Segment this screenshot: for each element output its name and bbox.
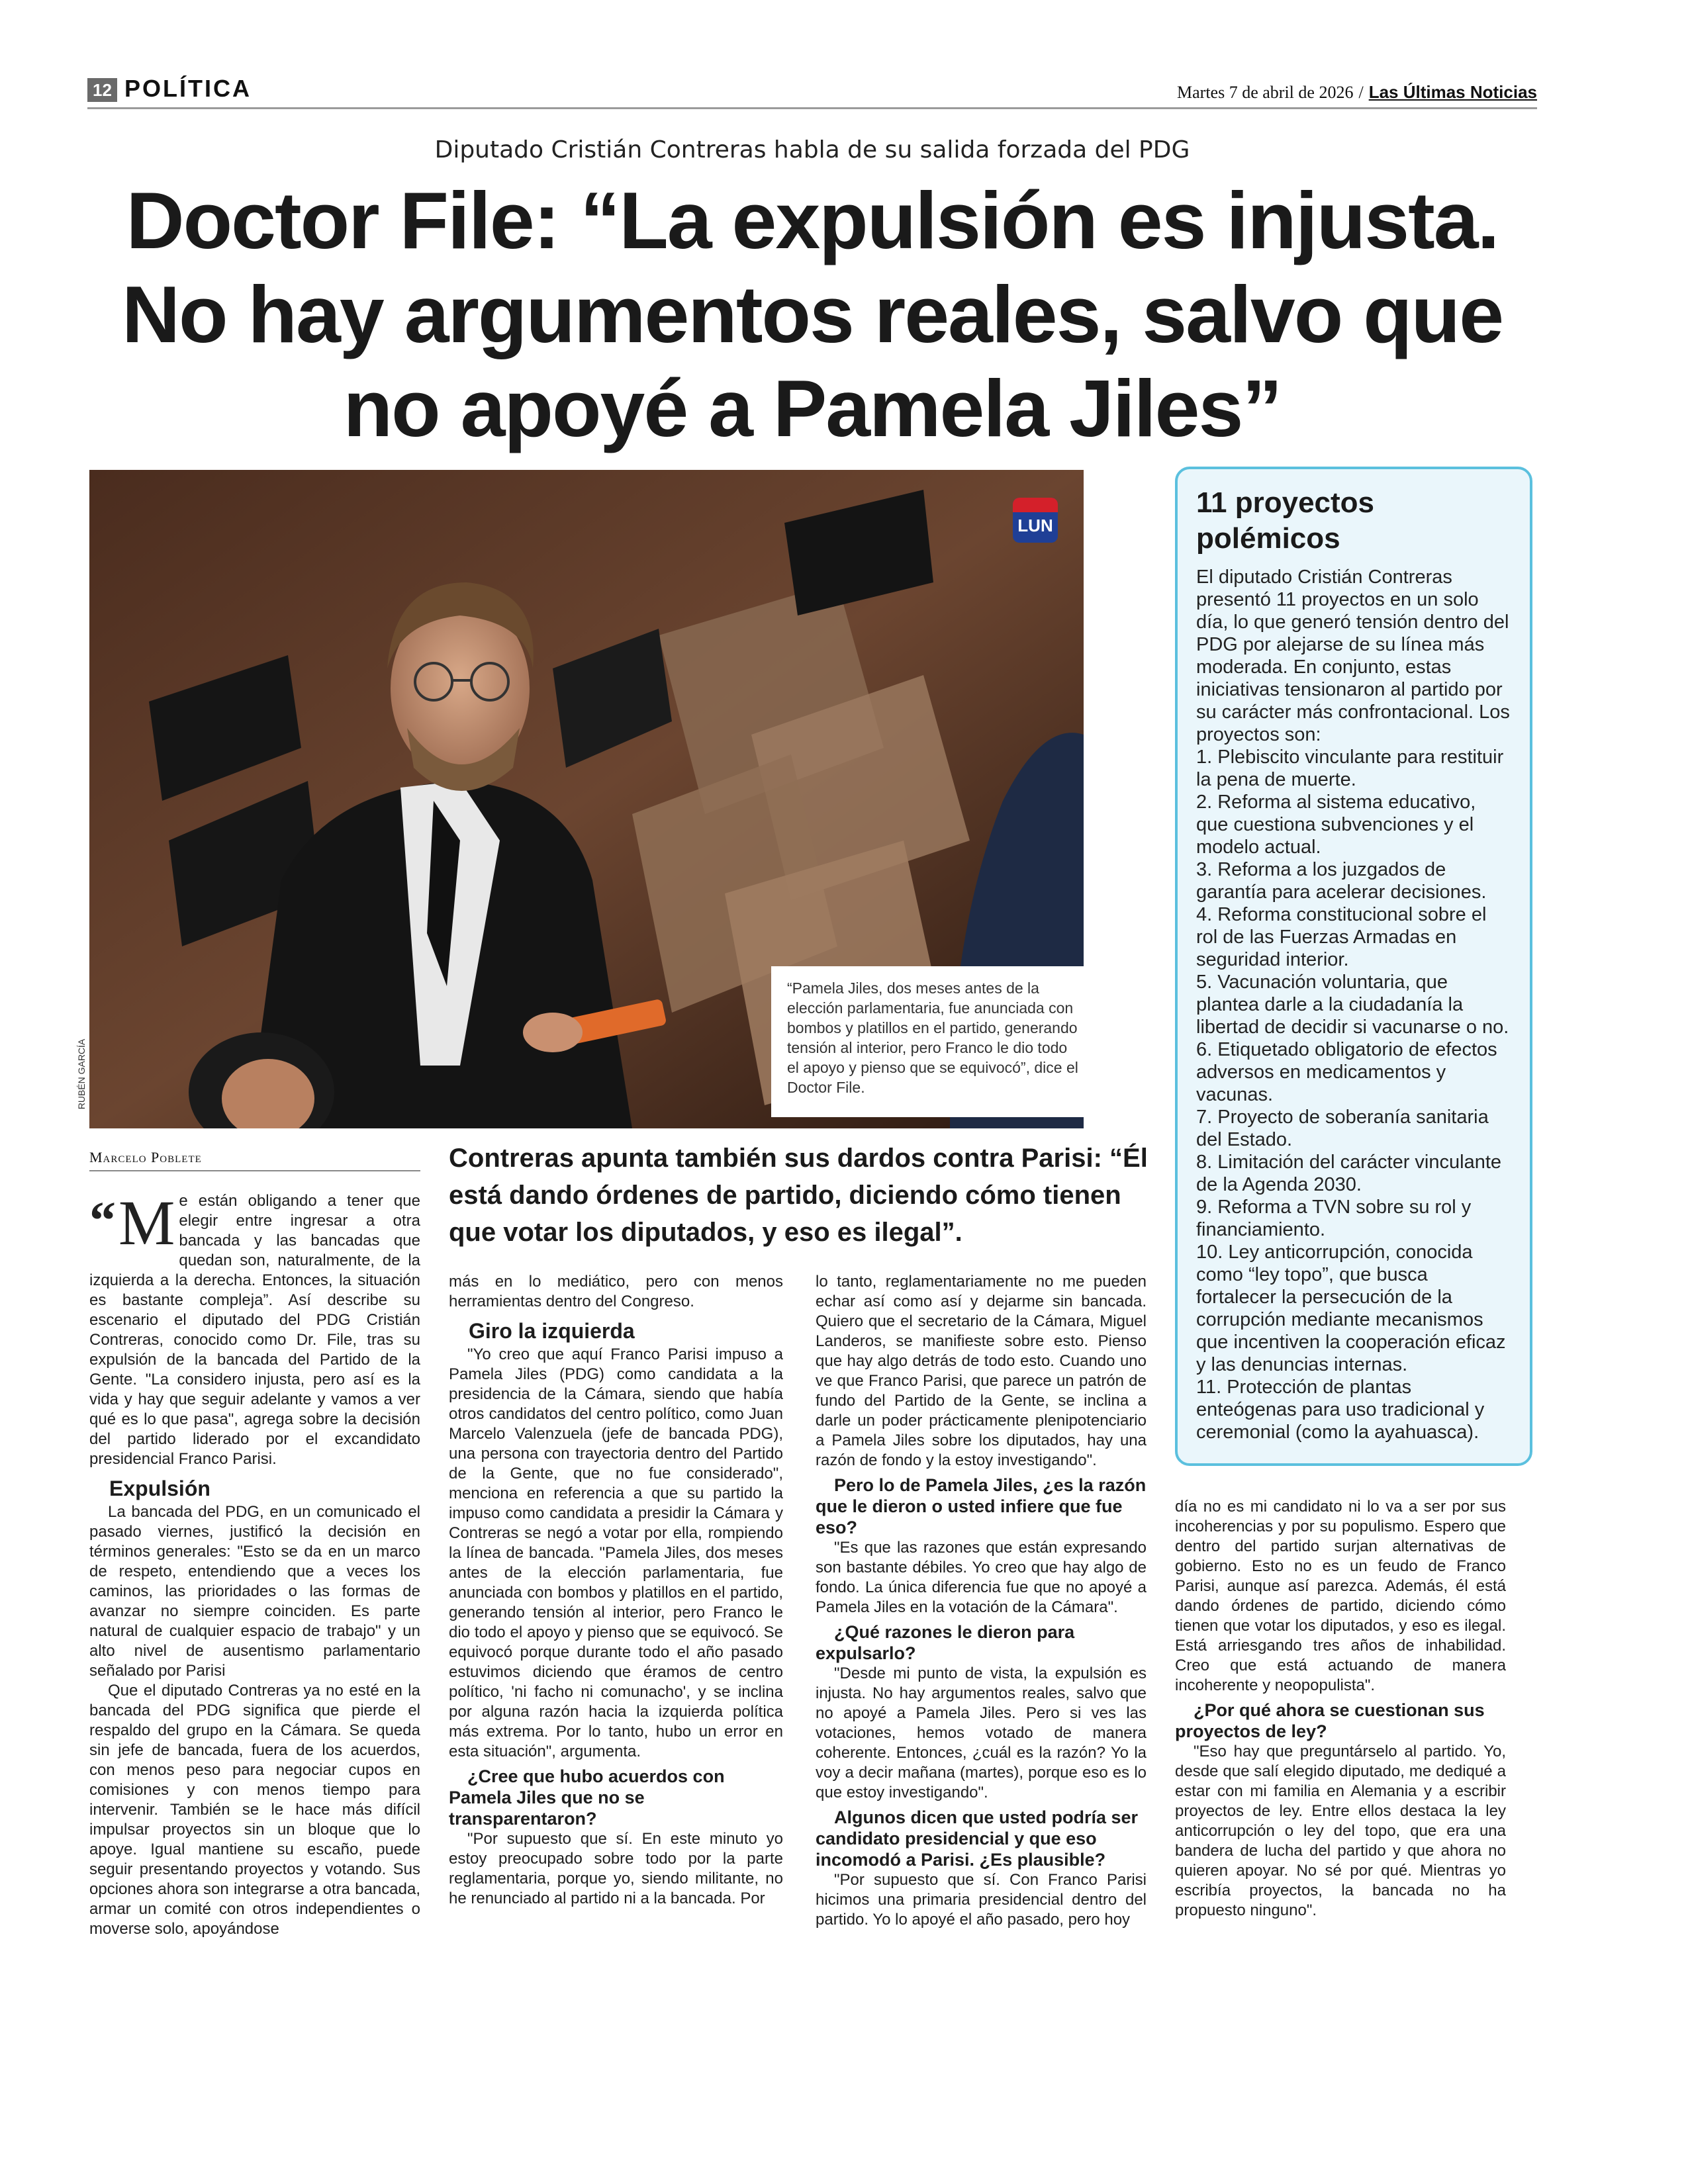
lun-logo-text: LUN <box>1017 516 1053 535</box>
newspaper-name: Las Últimas Noticias <box>1368 82 1537 102</box>
sidebar-list-item: 1. Plebiscito vinculante para restituir la pena de muerte. <box>1196 747 1504 790</box>
paragraph: La bancada del PDG, en un comunicado el pasado viernes, justificó la decisión en términos generales: "Esto se da en un marco de respeto, entendiendo que a veces los caminos, las prioridades o las formas de avanzar no siempre coinciden. Es parte natural de cualquier espacio de trabajo" y un alto nivel de ausentismo parlamentario señalado por Parisi <box>89 1503 420 1680</box>
sidebar-list-item: 4. Reforma constitucional sobre el rol de las Fuerzas Armadas en seguridad interior. <box>1196 904 1487 970</box>
article-column-4 <box>1175 1497 1506 1921</box>
article-column-2 <box>449 1272 783 1909</box>
paragraph: Que el diputado Contreras ya no esté en la bancada del PDG significa que pierde el respaldo del grupo en la Cámara. Se queda sin jefe de bancada, fuera de los acuerdos, con menos peso para negociar cupos en comisiones y con menos tiempo para intervenir. También se le hace más difícil impulsar proyectos sin un bloque que lo apoye. Igual mantiene su escaño, puede seguir presentando proyectos y votando. Sus opciones ahora son integrarse a otra bancada, armar un comité con otros independientes o moverse solo, apoyándose <box>89 1682 420 1938</box>
headline-line-1: Doctor File: “La expulsión es injusta. <box>126 175 1499 265</box>
sidebar-box <box>1175 467 1532 1466</box>
sidebar-intro: El diputado Cristián Contreras presentó 11 proyectos en un solo día, lo que generó tensión dentro del PDG por alejarse de su línea más moderada. En conjunto, estas iniciativas tensionaron al partido por su carácter más confrontacional. Los proyectos son: <box>1196 567 1510 745</box>
answer: "Desde mi punto de vista, la expulsión es injusta. No hay argumentos reales, salvo que no apoyé a Pamela Jiles. Pero si ves las votaciones, hemos votado de manera coherente. Entonces, ¿cuál es la razón? Yo la voy a decir mañana (martes), porque eso es lo que estoy investigando". <box>816 1664 1147 1801</box>
headline-line-2: No hay argumentos reales, salvo que <box>121 269 1503 359</box>
question: ¿Qué razones le dieron para expulsarlo? <box>816 1622 1075 1663</box>
question: ¿Por qué ahora se cuestionan sus proyectos de ley? <box>1175 1700 1485 1741</box>
question: ¿Cree que hubo acuerdos con Pamela Jiles que no se transparentaron? <box>449 1766 725 1829</box>
sidebar-list-item: 2. Reforma al sistema educativo, que cuestiona subvenciones y el modelo actual. <box>1196 792 1476 858</box>
question: Pero lo de Pamela Jiles, ¿es la razón que le dieron o usted infiere que fue eso? <box>816 1475 1147 1537</box>
kicker: Diputado Cristián Contreras habla de su salida forzada del PDG <box>434 136 1190 163</box>
paragraph: "Yo creo que aquí Franco Parisi impuso a Pamela Jiles (PDG) como candidata a la presidencia de la Cámara, siendo que había otros candidatos del centro político, como Juan Marcelo Valenzuela (jefe de bancada PDG), una persona con trayectoria dentro del Partido de la Gente, que no fue considerado", menciona en referencia a que su partido la impuso como candidata a presidir la Cámara y Contreras se negó a votar por ella, rompiendo la línea de bancada. "Pamela Jiles, dos meses antes de la elección parlamentaria, fue anunciada con bombos y platillos en el partido, generando tensión al interior, pero Franco le dio todo el apoyo y pienso que se equivocó. Se equivocó porque durante todo el año pasado estuvimos diciendo que éramos de centro político, 'ni facho ni comunacho', y se inclina por alguna razón hacia la izquierda política más extrema. Por lo tanto, hubo un error en esta situación", argumenta. <box>449 1345 783 1760</box>
dropcap: M <box>118 1187 175 1258</box>
dateline <box>1177 82 1537 103</box>
date-separator: / <box>1358 83 1364 102</box>
date: Martes 7 de abril de 2026 <box>1177 83 1354 102</box>
open-quote-mark: “ <box>89 1192 116 1250</box>
answer: "Eso hay que preguntárselo al partido. Yo, desde que salí elegido diputado, me dediqué a estar con mi familia en Alemania y a escribir proyectos de ley. Entre ellos destaca la ley anticorrupción o ley del topo, que era una bandera de lucha del partido y que ahora no quieren apoyar. No sé por qué. Mientras yo escribía proyectos, la bancada no ha propuesto ninguno". <box>1175 1743 1506 1919</box>
photo-credit-text: RUBÉN GARCÍA <box>76 1038 87 1110</box>
page-header <box>87 74 1537 109</box>
article-column-1 <box>89 1187 420 1939</box>
answer: "Por supuesto que sí. Con Franco Parisi hicimos una primaria presidencial dentro del partido. Yo lo apoyé el año pasado, pero hoy <box>816 1871 1147 1929</box>
lun-logo-band <box>1013 498 1058 512</box>
article-column-3 <box>816 1272 1147 1930</box>
subhead-expulsion: Expulsión <box>109 1477 211 1500</box>
subhead-giro: Giro la izquierda <box>469 1319 635 1343</box>
lead-text: e están obligando a tener que elegir entre ingresar a otra bancada y las bancadas que quedan son, naturalmente, de la izquierda a la derecha. Entonces, la situación es bastante compleja”. Así describe su escenario el diputado del PDG Cristián Contreras, conocido como Dr. File, tras su expulsión de la bancada del Partido de la Gente. "La considero injusta, pero así es la vida y hay que seguir adelante y vamos a ver qué es lo que pasa", agrega sobre la decisión del partido liderado por el excandidato presidencial Franco Parisi. <box>89 1192 420 1468</box>
answer: "Es que las razones que están expresando son bastante débiles. Yo creo que hay algo de fondo. La única diferencia fue que no apoyé a Pamela Jiles en la votación de la Cámara". <box>816 1539 1147 1616</box>
headline <box>87 173 1537 455</box>
byline: Marcelo Poblete <box>89 1149 420 1171</box>
sidebar-list-item: 10. Ley anticorrupción, conocida como “ley topo”, que busca fortalecer la persecución de la corrupción mediante mecanismos que incentiven la cooperación eficaz y las denuncias internas. <box>1196 1242 1506 1375</box>
sidebar-title: 11 proyectos polémicos <box>1196 486 1375 555</box>
answer-continued: día no es mi candidato ni lo va a ser por sus incoherencias y por su populismo. Espero que dentro del partido surjan alternativas de gobierno. Esto no es un feudo de Franco Parisi, aunque así parezca. Además, él está dando órdenes de partido, diciendo cómo tienen que votar los diputados, y eso es ilegal. Está arriesgando tres años de inhabilidad. Creo que está actuando de manera incoherente y neopopulista". <box>1175 1498 1506 1694</box>
sidebar-list-item: 7. Proyecto de soberanía sanitaria del Estado. <box>1196 1107 1489 1150</box>
photo-caption: “Pamela Jiles, dos meses antes de la elección parlamentaria, fue anunciada con bombos y platillos en el partido, generando tensión al interior, pero Franco le dio todo el apoyo y pienso que se equivocó”, dice el Doctor File. <box>771 966 1094 1117</box>
lun-logo <box>1013 498 1058 543</box>
sidebar-list-item: 3. Reforma a los juzgados de garantía para acelerar decisiones. <box>1196 859 1487 903</box>
answer-continued: lo tanto, reglamentariamente no me pueden echar así como así y dejarme sin bancada. Quiero que el secretario de la Cámara, Miguel Landeros, se manifieste sobre esto. Pienso que hay algo detrás de todo esto. Cuando uno ve que Franco Parisi, que parece un patrón de fundo del Partido de la Gente, se inclina a darle un poder prácticamente plenipotenciario a Pamela Jiles sobre los diputados, hay una razón de fondo y la estoy investigando". <box>816 1273 1147 1469</box>
sidebar-list-item: 8. Limitación del carácter vinculante de la Agenda 2030. <box>1196 1152 1502 1195</box>
headline-line-3: no apoyé a Pamela Jiles” <box>343 363 1282 453</box>
sidebar-list-item: 5. Vacunación voluntaria, que plantea darle a la ciudadanía la libertad de decidir si vacunarse o no. <box>1196 972 1509 1038</box>
sidebar-list <box>1196 746 1511 1443</box>
pull-quote: Contreras apunta también sus dardos contra Parisi: “Él está dando órdenes de partido, diciendo cómo tienen que votar los diputados, y eso es ilegal”. <box>449 1144 1148 1247</box>
photo-credit <box>71 1032 91 1125</box>
question: Algunos dicen que usted podría ser candidato presidencial y que eso incomodó a Parisi. ¿Es plausible? <box>816 1807 1139 1870</box>
sidebar-list-item: 11. Protección de plantas enteógenas para uso tradicional y ceremonial (como la ayahuasca). <box>1196 1377 1485 1443</box>
sidebar-list-item: 6. Etiquetado obligatorio de efectos adversos en medicamentos y vacunas. <box>1196 1039 1497 1105</box>
paragraph: más en lo mediático, pero con menos herramientas dentro del Congreso. <box>449 1273 783 1310</box>
sidebar-list-item: 9. Reforma a TVN sobre su rol y financiamiento. <box>1196 1197 1472 1240</box>
lead-paragraph <box>89 1187 420 1469</box>
section-label: POLÍTICA <box>124 75 252 102</box>
page-number: 12 <box>87 78 117 102</box>
answer: "Por supuesto que sí. En este minuto yo estoy preocupado sobre todo por la parte reglamentaria, porque yo, siendo militante, no he renunciado al partido ni a la bancada. Por <box>449 1830 783 1907</box>
